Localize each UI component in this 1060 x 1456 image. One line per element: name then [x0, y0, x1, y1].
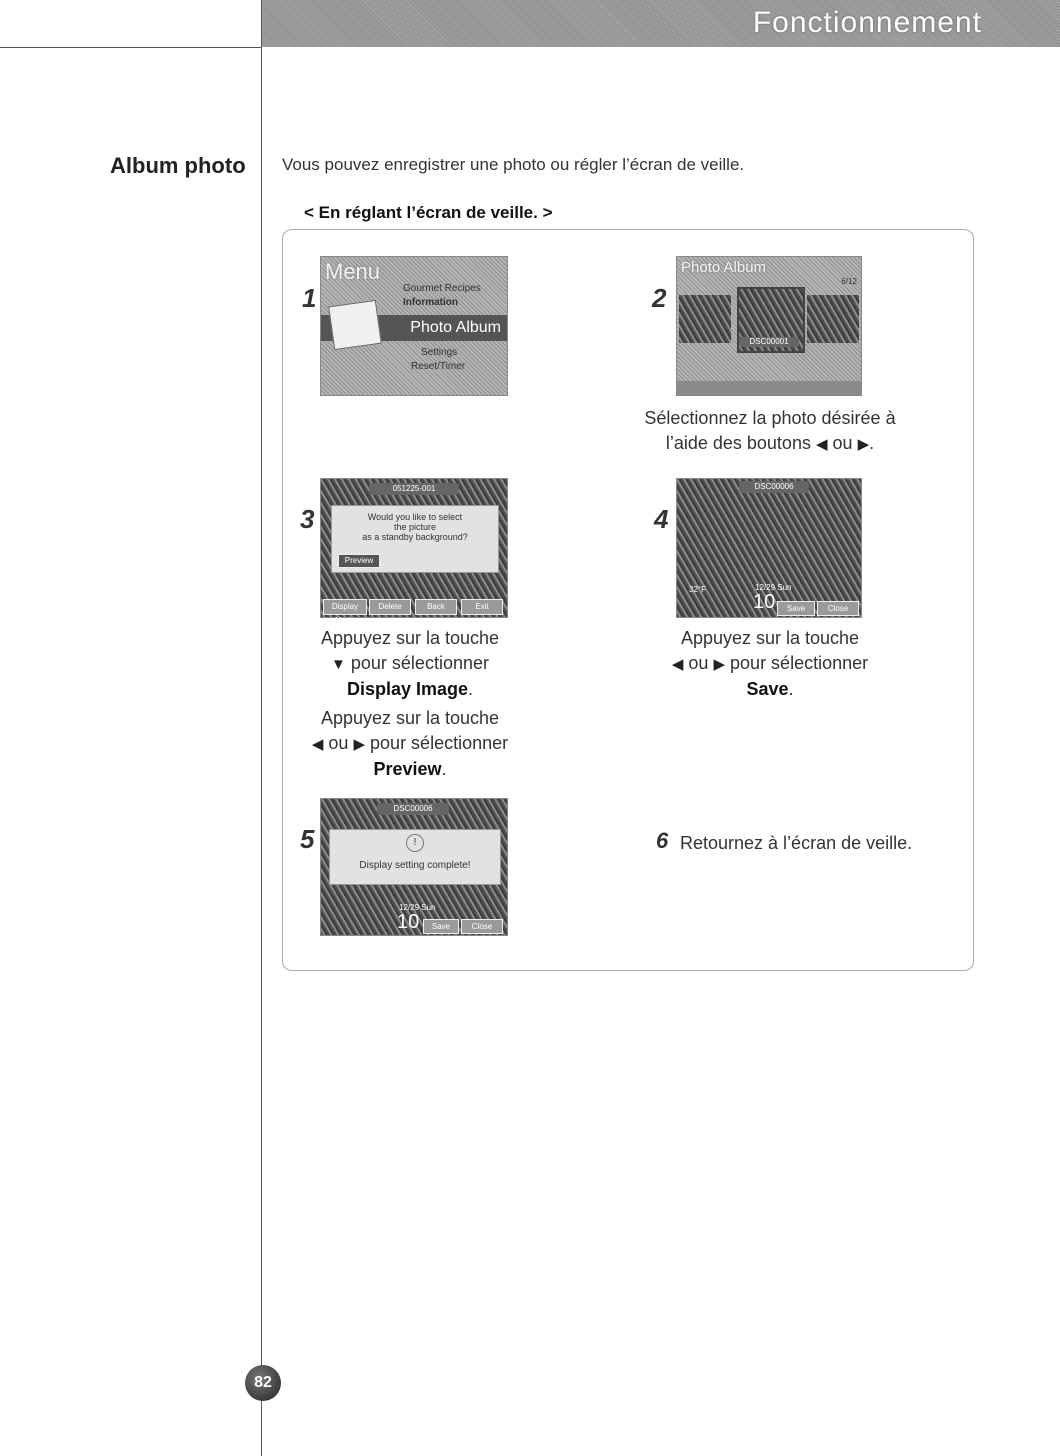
- preview-button: Preview: [338, 554, 380, 568]
- step-2-caption-line: l’aide des boutons: [665, 433, 811, 453]
- display-image-label: Display Image: [346, 679, 469, 699]
- step-3-screenshot: [320, 478, 508, 625]
- preview-label: Preview: [373, 759, 442, 779]
- step-5-screenshot: [320, 798, 508, 936]
- dialog-line: as a standby background?: [362, 532, 468, 542]
- step-3-caption-line: pour sélectionner: [370, 733, 509, 753]
- step-3-caption-line: Appuyez sur la touche: [320, 628, 500, 648]
- clock-time: 10: [397, 911, 420, 933]
- down-arrow-icon: ▼: [331, 656, 346, 673]
- menu-screen-title: Menu: [325, 259, 381, 284]
- header-bar: [262, 0, 1060, 47]
- menu-item: Settings: [421, 347, 458, 358]
- right-arrow-icon: ▶: [857, 436, 870, 453]
- right-arrow-icon: ▶: [353, 736, 366, 753]
- album-screen-title: Photo Album: [681, 259, 767, 276]
- step-4-caption-line: pour sélectionner: [730, 653, 869, 673]
- step-3-caption-line: Appuyez sur la touche: [320, 708, 500, 728]
- step-4-caption-line: Appuyez sur la touche: [680, 628, 860, 648]
- step-6-text: Retournez à l’écran de veille.: [680, 833, 913, 853]
- clock-time: 10: [753, 591, 776, 613]
- save-label: Save: [746, 679, 789, 699]
- date: 12/29 Sun: [755, 583, 792, 592]
- date: 12/29 Sun: [399, 903, 436, 912]
- page-number: 82: [245, 1365, 281, 1401]
- step-4-caption: Appuyez sur la touche ◀ ou ▶ pour sélectionner Save.: [671, 628, 869, 699]
- selected-photo-name: DSC00001: [739, 337, 799, 347]
- menu-item: Information: [403, 297, 458, 308]
- margin-rule: [261, 0, 262, 1456]
- photo-name-bar: 051225-001: [369, 483, 459, 495]
- step-3-number: 3: [300, 504, 315, 534]
- step-4-number: 4: [654, 504, 669, 534]
- delete-button: Delete: [369, 599, 411, 615]
- menu-item: Reset/Timer: [411, 361, 466, 372]
- photo-name-bar: DSC00006: [739, 481, 809, 493]
- display-mode-button: Display Mode: [323, 599, 367, 615]
- info-icon: !: [406, 834, 424, 852]
- dialog-line: the picture: [393, 522, 437, 532]
- back-button: Back: [415, 599, 457, 615]
- step-6-number: 6: [656, 828, 669, 853]
- complete-dialog: [329, 829, 501, 885]
- or-text: ou: [832, 433, 853, 453]
- left-arrow-icon: ◀: [815, 436, 828, 453]
- right-arrow-icon: ▶: [713, 656, 726, 673]
- menu-item: Gourmet Recipes: [403, 283, 481, 294]
- step-3-caption: Appuyez sur la touche ▼ pour sélectionner Display Image. Appuyez sur la touche ◀ ou ▶ pour sélectionner Preview.: [311, 628, 509, 779]
- step-4-screenshot: [676, 478, 862, 618]
- intro-text: Vous pouvez enregistrer une photo ou régler l’écran de veille.: [282, 155, 745, 174]
- photo-album-icon: [328, 300, 382, 350]
- photo-counter: 6/12: [841, 277, 857, 286]
- step-1-screenshot: [320, 256, 508, 396]
- step-2-screenshot: [676, 256, 862, 396]
- photo-name-bar: DSC00006: [377, 803, 449, 815]
- thumbnail: [679, 295, 731, 343]
- step-5-number: 5: [300, 824, 315, 854]
- header-rule: [0, 47, 262, 48]
- close-button: Close: [461, 919, 503, 934]
- menu-item-selected: Photo Album: [321, 315, 507, 341]
- subheading: < En réglant l’écran de veille. >: [304, 203, 553, 222]
- or-text: ou: [688, 653, 709, 673]
- dialog-line: Would you like to select: [367, 512, 463, 522]
- album-toolbar: [677, 381, 861, 395]
- thumbnail: [807, 295, 859, 343]
- exit-button: Exit: [461, 599, 503, 615]
- step-3-caption-line: pour sélectionner: [350, 653, 489, 673]
- close-button: Close: [817, 601, 859, 616]
- save-button: Save: [777, 601, 815, 616]
- left-arrow-icon: ◀: [671, 656, 684, 673]
- section-label: Album photo: [110, 153, 246, 178]
- temperature: 32°F: [689, 585, 706, 594]
- complete-message: Display setting complete!: [359, 860, 471, 871]
- left-arrow-icon: ◀: [311, 736, 324, 753]
- header-title: Fonctionnement: [752, 6, 982, 39]
- or-text: ou: [328, 733, 349, 753]
- step-1-number: 1: [302, 283, 317, 313]
- confirm-dialog: [331, 505, 499, 573]
- save-button: Save: [423, 919, 459, 934]
- step-2-number: 2: [652, 283, 667, 313]
- step-2-caption: Sélectionnez la photo désirée à l’aide des boutons ◀ ou ▶.: [644, 408, 896, 453]
- step-2-caption-line: Sélectionnez la photo désirée à: [644, 408, 896, 428]
